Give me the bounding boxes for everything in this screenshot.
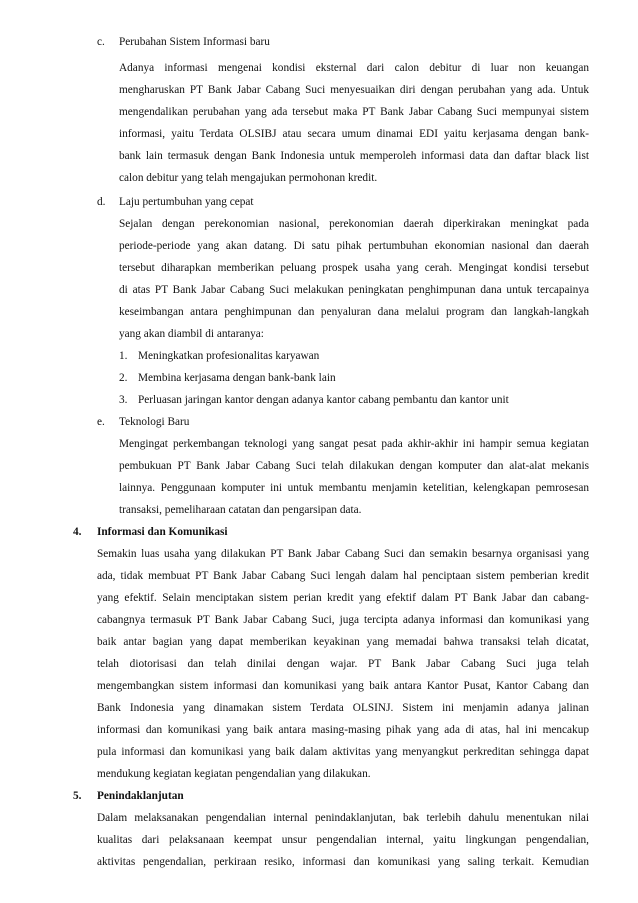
section-number-4: 4. [73, 526, 82, 538]
paragraph-line: Adanya informasi mengenai kondisi eksternal dari calon debitur di luar non keuangan [119, 62, 589, 74]
item-marker-e: e. [97, 416, 105, 428]
paragraph-line: Sejalan dengan perekonomian nasional, perekonomian daerah diperkirakan meningkat pada [119, 218, 589, 230]
section-number-5: 5. [73, 790, 82, 802]
list-number: 1. [119, 350, 128, 362]
paragraph-line: tersebut diharapkan memberikan peluang prospek usaha yang cerah. Mengingat kondisi tersebut [119, 262, 589, 274]
paragraph-line: keseimbangan antara penghimpunan dan penyaluran dana melalui program dan langkah-langkah [119, 306, 589, 318]
item-marker-c: c. [97, 36, 105, 48]
paragraph-line: informasi dan komunikasi yang baik antara masing-masing pihak yang ada di atas, hal ini mencakup [97, 724, 589, 736]
paragraph-line: mendukung kegiatan kegiatan pengendalian yang dilakukan. [97, 768, 371, 780]
paragraph-line: telah diotorisasi dan telah dinilai dengan wajar. PT Bank Jabar Cabang Suci juga telah [97, 658, 589, 670]
list-item: Perluasan jaringan kantor dengan adanya kantor cabang pembantu dan kantor unit [138, 394, 509, 406]
paragraph-line: kualitas dari pelaksanaan keempat unsur pengendalian internal, yaitu lingkungan pengendalian, [97, 834, 589, 846]
paragraph-line: Dalam melaksanakan pengendalian internal penindaklanjutan, bak terlebih dahulu menentukan nilai [97, 812, 589, 824]
paragraph-line: yang efektif. Selain menciptakan sistem perian kredit yang efektif dalam PT Bank Jabar dan cabang- [97, 592, 589, 604]
paragraph-line: periode-periode yang akan datang. Di satu pihak pertumbuhan ekonomian nasional dan daerah [119, 240, 589, 252]
paragraph-line: cabangnya termasuk PT Bank Jabar Cabang Suci, juga tercipta adanya informasi dan komunikasi yang [97, 614, 589, 626]
paragraph-line: pembukuan PT Bank Jabar Cabang Suci telah dilakukan dengan komputer dan alat-alat mekanis [119, 460, 589, 472]
paragraph-line: di atas PT Bank Jabar Cabang Suci melakukan peningkatan penghimpunan dana untuk tercapainya [119, 284, 589, 296]
list-item: Membina kerjasama dengan bank-bank lain [138, 372, 336, 384]
paragraph-line: mengharuskan PT Bank Jabar Cabang Suci menyesuaikan diri dengan perubahan yang ada. Untuk [119, 84, 589, 96]
subheading-c: Perubahan Sistem Informasi baru [119, 36, 270, 48]
paragraph-line: transaksi, pemeliharaan catatan dan pengarsipan data. [119, 504, 362, 516]
paragraph-line: informasi, yaitu Terdata OLSIBJ atau secara umum dinamai EDI yaitu kerjasama dengan bank- [119, 128, 589, 140]
paragraph-line: calon debitur yang telah mengajukan permohonan kredit. [119, 172, 378, 184]
paragraph-line: Semakin luas usaha yang dilakukan PT Bank Jabar Cabang Suci dan semakin besarnya organisasi yang [97, 548, 589, 560]
paragraph-line: ada, tidak membuat PT Bank Jabar Cabang Suci lengah dalam hal penciptaan sistem pemberian kredit [97, 570, 589, 582]
paragraph-line: yang akan diambil di antaranya: [119, 328, 264, 340]
paragraph-line: bank lain termasuk dengan Bank Indonesia untuk memperoleh informasi data dan daftar black list [119, 150, 589, 162]
item-marker-d: d. [97, 196, 106, 208]
list-item: Meningkatkan profesionalitas karyawan [138, 350, 320, 362]
list-number: 3. [119, 394, 128, 406]
list-number: 2. [119, 372, 128, 384]
paragraph-line: Bank Indonesia yang dinamakan sistem Terdata OLSINJ. Sistem ini menjamin adanya jalinan [97, 702, 589, 714]
section-heading-5: Penindaklanjutan [97, 790, 184, 802]
section-heading-4: Informasi dan Komunikasi [97, 526, 228, 538]
paragraph-line: mengendalikan perubahan yang ada tersebut maka PT Bank Jabar Cabang Suci mempunyai sistem [119, 106, 589, 118]
paragraph-line: baik antar bagian yang dapat memberikan keyakinan yang memadai bahwa transaksi telah dicatat, [97, 636, 589, 648]
paragraph-line: aktivitas pengendalian, perkiraan resiko, informasi dan komunikasi yang saling terkait. Kemudian [97, 856, 589, 868]
subheading-d: Laju pertumbuhan yang cepat [119, 196, 254, 208]
paragraph-line: pula informasi dan komunikasi yang baik dalam aktivitas yang menyangkut perkreditan sehingga dapat [97, 746, 589, 758]
paragraph-line: Mengingat perkembangan teknologi yang sangat pesat pada akhir-akhir ini hampir semua kegiatan [119, 438, 589, 450]
paragraph-line: lainnya. Penggunaan komputer ini untuk membantu menjamin ketelitian, kelengkapan pemrosesan [119, 482, 589, 494]
paragraph-line: mengembangkan sistem informasi dan komunikasi yang baik antara Kantor Pusat, Kantor Cabang dan [97, 680, 589, 692]
subheading-e: Teknologi Baru [119, 416, 190, 428]
